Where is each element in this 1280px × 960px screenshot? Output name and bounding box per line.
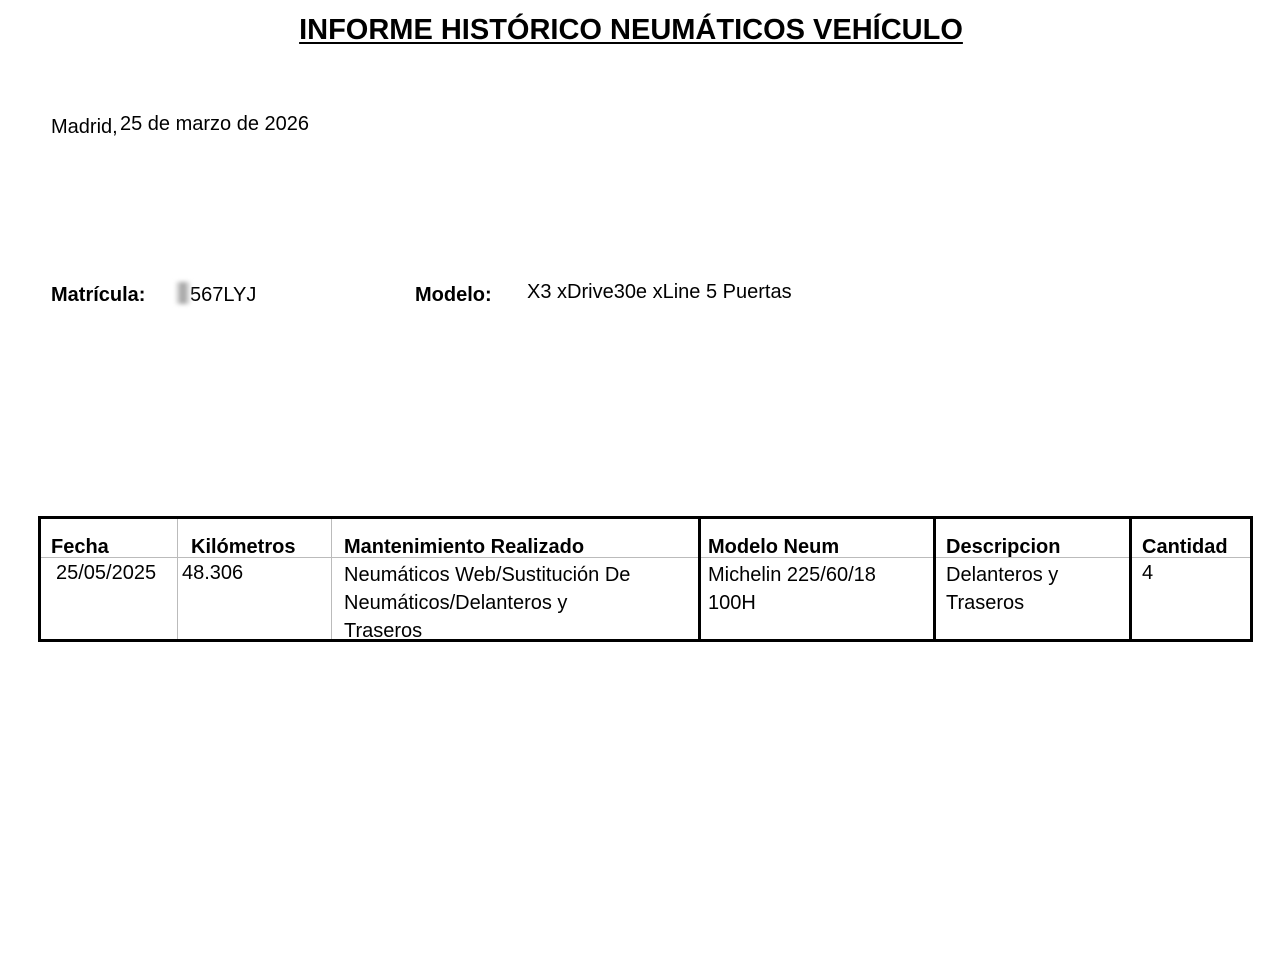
model-label: Modelo: [415,284,492,306]
column-divider [331,519,332,639]
column-divider [177,519,178,639]
cell-line: Traseros [946,592,1025,614]
header-mantenimiento: Mantenimiento Realizado [344,536,585,558]
header-cantidad: Cantidad [1142,536,1228,558]
cell-modelo-neum [708,561,876,617]
header-fecha: Fecha [51,536,109,558]
column-divider [1129,519,1132,639]
header-descripcion: Descripcion [946,536,1061,558]
plate-value-container [176,282,256,307]
column-divider [698,519,701,639]
report-city: Madrid, [51,116,118,138]
cell-line: Traseros [344,620,423,642]
header-modelo-neum: Modelo Neum [708,536,840,558]
header-kilometros: Kilómetros [191,536,296,558]
cell-line: Michelin 225/60/18 [708,564,876,586]
cell-descripcion [946,561,1058,617]
cell-line: 100H [708,592,756,614]
cell-mantenimiento [344,561,630,645]
cell-line: Neumáticos Web/Sustitución De [344,564,631,586]
model-value: X3 xDrive30e xLine 5 Puertas [527,281,792,303]
cell-line: Delanteros y [946,564,1059,586]
cell-kilometros: 48.306 [182,562,244,584]
report-date: 25 de marzo de 2026 [120,113,310,135]
tire-history-table [38,516,1253,642]
redaction-blur [176,282,190,304]
cell-fecha: 25/05/2025 [56,562,157,584]
cell-line: Neumáticos/Delanteros y [344,592,568,614]
document-title: INFORME HISTÓRICO NEUMÁTICOS VEHÍCULO [299,14,963,46]
column-divider [933,519,936,639]
plate-value: 567LYJ [190,284,257,306]
cell-cantidad: 4 [1142,562,1154,584]
plate-label: Matrícula: [51,284,146,306]
